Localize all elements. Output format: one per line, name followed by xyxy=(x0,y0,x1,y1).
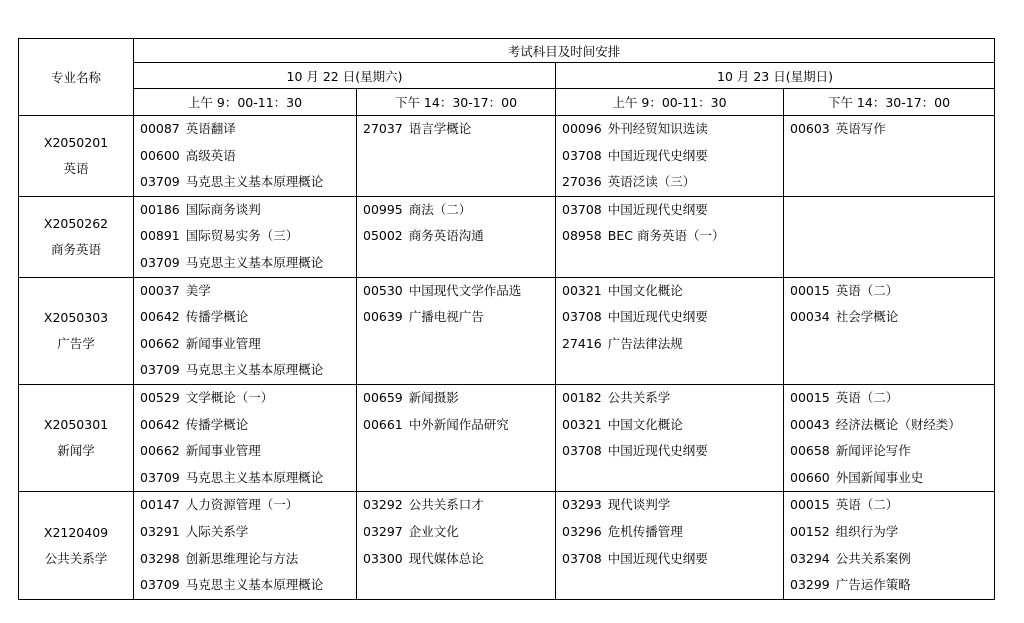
major-name: 新闻学 xyxy=(57,443,95,459)
slot-header: 上午 9：00-11：30 xyxy=(134,89,357,116)
major-cell xyxy=(19,277,134,384)
subject-name: 文学概论（一） xyxy=(185,389,274,405)
schedule-cell xyxy=(784,116,995,197)
subject-name: 外国新闻事业史 xyxy=(835,469,924,485)
subject-code: 00147 xyxy=(140,497,180,513)
subject-code: 00603 xyxy=(790,121,830,136)
schedule-cell xyxy=(357,492,556,599)
subject-code: 00639 xyxy=(363,309,403,325)
major-name: 英语 xyxy=(63,160,89,176)
subject-entry xyxy=(140,331,356,358)
subject-name: 现代谈判学 xyxy=(607,497,671,513)
header-row-slots xyxy=(19,89,995,116)
major-code: X2050301 xyxy=(43,417,109,433)
slot-header: 下午 14：30-17：00 xyxy=(784,89,995,116)
subject-entry xyxy=(562,143,783,170)
subject-entry xyxy=(140,169,356,196)
subject-entry xyxy=(140,116,356,143)
subject-name: 中国文化概论 xyxy=(607,416,683,432)
day-header: 10 月 23 日(星期日) xyxy=(556,63,995,89)
subject-name: 商法（二） xyxy=(408,201,472,217)
schedule-cell xyxy=(134,384,357,491)
subject-name: 马克思主义基本原理概论 xyxy=(185,469,324,485)
subject-code: 03708 xyxy=(562,550,602,566)
subject-name: 经济法概论（财经类） xyxy=(835,416,961,432)
table-row xyxy=(19,492,995,599)
subject-entry xyxy=(790,438,994,465)
major-cell xyxy=(19,492,134,599)
subject-code: 00600 xyxy=(140,147,180,163)
subject-code: 03300 xyxy=(363,550,403,566)
header-row-title xyxy=(19,39,995,63)
subject-entry xyxy=(562,519,783,546)
subject-name: 公共关系口才 xyxy=(408,497,484,513)
subject-code: 03709 xyxy=(140,469,180,485)
subject-name: 美学 xyxy=(185,282,211,298)
subject-entry xyxy=(140,304,356,331)
major-column-header: 专业名称 xyxy=(19,39,134,116)
subject-name: 马克思主义基本原理概论 xyxy=(185,254,324,270)
subject-code: 00529 xyxy=(140,389,180,405)
major-code: X2050201 xyxy=(43,134,109,150)
subject-code: 00043 xyxy=(790,416,830,432)
subject-entry xyxy=(790,385,994,412)
subject-code: 00658 xyxy=(790,443,830,459)
subject-code: 27036 xyxy=(562,174,602,190)
subject-entry xyxy=(562,438,783,465)
subject-name: 新闻事业管理 xyxy=(185,335,261,351)
subject-code: 27416 xyxy=(562,335,602,351)
subject-code: 03709 xyxy=(140,362,180,378)
subject-code: 00891 xyxy=(140,228,180,244)
subject-code: 00182 xyxy=(562,389,602,405)
subject-name: 中国近现代史纲要 xyxy=(607,147,708,163)
subject-name: 中国近现代史纲要 xyxy=(607,443,708,459)
subject-name: 中国近现代史纲要 xyxy=(607,309,708,325)
subject-entry xyxy=(363,546,555,573)
subject-code: 00152 xyxy=(790,523,830,539)
subject-entry xyxy=(140,357,356,384)
schedule-cell xyxy=(556,116,784,197)
schedule-cell xyxy=(134,196,357,277)
subject-name: 新闻事业管理 xyxy=(185,443,261,459)
subject-name: 英语（二） xyxy=(835,389,899,405)
subject-code: 03708 xyxy=(562,309,602,325)
subject-name: 传播学概论 xyxy=(185,309,249,325)
schedule-cell xyxy=(784,196,995,277)
subject-entry xyxy=(140,572,356,599)
schedule-body xyxy=(19,116,995,600)
subject-name: 英语翻译 xyxy=(185,121,236,136)
subject-code: 03298 xyxy=(140,550,180,566)
subject-name: 组织行为学 xyxy=(835,523,899,539)
subject-code: 00642 xyxy=(140,416,180,432)
subject-name: 中国现代文学作品选 xyxy=(408,282,522,298)
subject-entry xyxy=(562,492,783,519)
subject-code: 03299 xyxy=(790,577,830,593)
exam-schedule-table xyxy=(18,38,995,600)
major-cell xyxy=(19,196,134,277)
subject-name: 广告法律法规 xyxy=(607,335,683,351)
subject-name: 英语（二） xyxy=(835,497,899,513)
subject-name: 广播电视广告 xyxy=(408,309,484,325)
subject-code: 03294 xyxy=(790,550,830,566)
subject-name: BEC 商务英语（一） xyxy=(607,228,725,244)
subject-name: 英语（二） xyxy=(835,282,899,298)
subject-code: 00015 xyxy=(790,497,830,513)
subject-code: 03708 xyxy=(562,443,602,459)
subject-name: 马克思主义基本原理概论 xyxy=(185,577,324,593)
major-name: 广告学 xyxy=(57,335,95,351)
subject-entry xyxy=(790,465,994,492)
subject-name: 人力资源管理（一） xyxy=(185,497,299,513)
subject-code: 05002 xyxy=(363,228,403,244)
subject-name: 英语写作 xyxy=(835,121,886,136)
subject-code: 00662 xyxy=(140,443,180,459)
subject-name: 国际贸易实务（三） xyxy=(185,228,299,244)
major-name: 商务英语 xyxy=(50,241,101,257)
subject-name: 现代媒体总论 xyxy=(408,550,484,566)
subject-code: 03293 xyxy=(562,497,602,513)
subject-entry xyxy=(790,519,994,546)
subject-code: 03709 xyxy=(140,174,180,190)
subject-entry xyxy=(140,412,356,439)
subject-code: 00037 xyxy=(140,282,180,298)
subject-entry xyxy=(140,465,356,492)
major-cell xyxy=(19,384,134,491)
major-name: 公共关系学 xyxy=(44,550,108,566)
subject-entry xyxy=(363,385,555,412)
subject-code: 00659 xyxy=(363,389,403,405)
subject-code: 00015 xyxy=(790,282,830,298)
subject-name: 中国近现代史纲要 xyxy=(607,201,708,217)
subject-name: 公共关系学 xyxy=(607,389,671,405)
subject-entry xyxy=(363,116,555,143)
subject-entry xyxy=(562,412,783,439)
schedule-title: 考试科目及时间安排 xyxy=(134,39,995,63)
subject-entry xyxy=(363,304,555,331)
subject-entry xyxy=(562,223,783,250)
subject-entry xyxy=(562,116,783,143)
schedule-cell xyxy=(556,384,784,491)
subject-name: 人际关系学 xyxy=(185,523,249,539)
subject-code: 00642 xyxy=(140,309,180,325)
subject-code: 00321 xyxy=(562,416,602,432)
table-row xyxy=(19,384,995,491)
subject-entry xyxy=(790,492,994,519)
subject-entry xyxy=(140,278,356,305)
subject-entry xyxy=(140,385,356,412)
schedule-cell xyxy=(556,277,784,384)
subject-name: 危机传播管理 xyxy=(607,523,683,539)
schedule-cell xyxy=(357,384,556,491)
subject-name: 社会学概论 xyxy=(835,309,899,325)
subject-name: 中国近现代史纲要 xyxy=(607,550,708,566)
subject-code: 00034 xyxy=(790,309,830,325)
table-row xyxy=(19,196,995,277)
schedule-cell xyxy=(357,277,556,384)
header-row-days xyxy=(19,63,995,89)
schedule-cell xyxy=(357,196,556,277)
schedule-cell xyxy=(784,384,995,491)
slot-header: 上午 9：00-11：30 xyxy=(556,89,784,116)
subject-entry xyxy=(140,250,356,277)
subject-code: 00660 xyxy=(790,469,830,485)
subject-name: 国际商务谈判 xyxy=(185,201,261,217)
subject-name: 语言学概论 xyxy=(408,121,472,136)
subject-code: 03708 xyxy=(562,201,602,217)
subject-code: 03709 xyxy=(140,254,180,270)
table-row xyxy=(19,277,995,384)
subject-name: 新闻评论写作 xyxy=(835,443,911,459)
schedule-cell xyxy=(556,492,784,599)
subject-code: 00995 xyxy=(363,201,403,217)
subject-entry xyxy=(790,412,994,439)
subject-name: 中外新闻作品研究 xyxy=(408,416,509,432)
schedule-cell xyxy=(784,277,995,384)
subject-name: 广告运作策略 xyxy=(835,577,911,593)
subject-entry xyxy=(562,278,783,305)
subject-code: 00015 xyxy=(790,389,830,405)
subject-code: 00087 xyxy=(140,121,180,136)
subject-code: 03297 xyxy=(363,523,403,539)
subject-entry xyxy=(363,519,555,546)
subject-entry xyxy=(790,572,994,599)
subject-entry xyxy=(562,546,783,573)
schedule-cell xyxy=(556,196,784,277)
subject-name: 马克思主义基本原理概论 xyxy=(185,174,324,190)
subject-entry xyxy=(140,519,356,546)
subject-code: 00096 xyxy=(562,121,602,136)
schedule-cell xyxy=(134,277,357,384)
subject-name: 传播学概论 xyxy=(185,416,249,432)
subject-code: 03296 xyxy=(562,523,602,539)
subject-entry xyxy=(562,197,783,224)
subject-code: 00661 xyxy=(363,416,403,432)
schedule-cell xyxy=(134,492,357,599)
subject-entry xyxy=(363,223,555,250)
subject-entry xyxy=(140,197,356,224)
subject-entry xyxy=(140,438,356,465)
table-row xyxy=(19,116,995,197)
subject-name: 公共关系案例 xyxy=(835,550,911,566)
major-code: X2120409 xyxy=(43,524,109,540)
subject-code: 00186 xyxy=(140,201,180,217)
subject-entry xyxy=(562,169,783,196)
subject-entry xyxy=(363,492,555,519)
subject-name: 商务英语沟通 xyxy=(408,228,484,244)
major-cell xyxy=(19,116,134,197)
subject-code: 08958 xyxy=(562,228,602,244)
subject-code: 00321 xyxy=(562,282,602,298)
subject-name: 外刊经贸知识选读 xyxy=(607,121,708,136)
subject-code: 00530 xyxy=(363,282,403,298)
slot-header: 下午 14：30-17：00 xyxy=(357,89,556,116)
subject-code: 03291 xyxy=(140,523,180,539)
subject-entry xyxy=(140,223,356,250)
major-code: X2050303 xyxy=(43,309,109,325)
subject-code: 03292 xyxy=(363,497,403,513)
subject-name: 新闻摄影 xyxy=(408,389,459,405)
subject-name: 创新思维理论与方法 xyxy=(185,550,299,566)
subject-entry xyxy=(140,492,356,519)
subject-code: 03708 xyxy=(562,147,602,163)
subject-code: 00662 xyxy=(140,335,180,351)
subject-entry xyxy=(363,278,555,305)
schedule-cell xyxy=(357,116,556,197)
subject-entry xyxy=(140,143,356,170)
subject-name: 马克思主义基本原理概论 xyxy=(185,362,324,378)
subject-entry xyxy=(363,412,555,439)
subject-code: 03709 xyxy=(140,577,180,593)
subject-name: 企业文化 xyxy=(408,523,459,539)
subject-entry xyxy=(790,116,994,143)
day-header: 10 月 22 日(星期六) xyxy=(134,63,556,89)
subject-code: 27037 xyxy=(363,121,403,136)
schedule-cell xyxy=(784,492,995,599)
subject-name: 英语泛读（三） xyxy=(607,174,696,190)
subject-entry xyxy=(363,197,555,224)
schedule-cell xyxy=(134,116,357,197)
subject-entry xyxy=(790,546,994,573)
subject-name: 中国文化概论 xyxy=(607,282,683,298)
subject-entry xyxy=(790,278,994,305)
major-code: X2050262 xyxy=(43,215,109,231)
subject-name: 高级英语 xyxy=(185,147,236,163)
subject-entry xyxy=(562,304,783,331)
subject-entry xyxy=(790,304,994,331)
subject-entry xyxy=(140,546,356,573)
subject-entry xyxy=(562,385,783,412)
subject-entry xyxy=(562,331,783,358)
